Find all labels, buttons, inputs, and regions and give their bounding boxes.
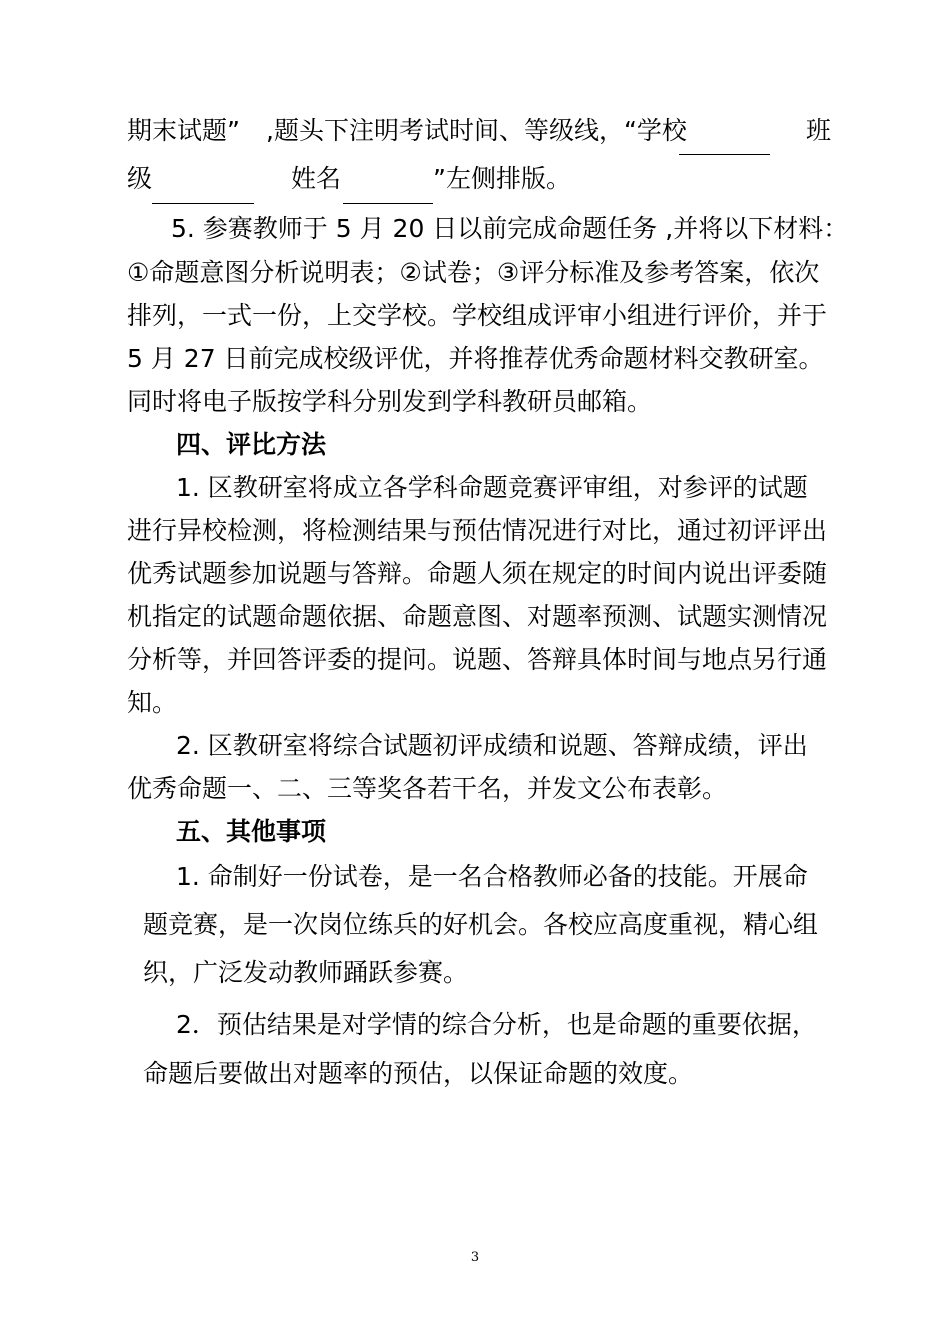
paragraph-line: 题竞赛，是一次岗位练兵的好机会。各校应高度重视，精心组	[143, 910, 819, 939]
name-blank	[343, 203, 433, 204]
paragraph-line: 2．预估结果是对学情的综合分析，也是命题的重要依据，	[176, 1010, 817, 1039]
paragraph-line: 5. 参赛教师于 5 月 20 日以前完成命题任务 ,并将以下材料：	[171, 214, 849, 243]
page-number: 3	[470, 1250, 480, 1265]
paragraph-line: ①命题意图分析说明表；②试卷；③评分标准及参考答案，依次	[127, 258, 820, 287]
text-segment: ,题头下注明考试时间、等级线，“学校	[266, 116, 687, 145]
paragraph-line: 进行异校检测，将检测结果与预估情况进行对比，通过初评评出	[127, 516, 828, 545]
text-segment: 班	[806, 116, 832, 145]
text-segment: 姓名	[291, 164, 342, 193]
text-segment: 级	[127, 164, 153, 193]
school-blank	[679, 154, 770, 155]
paragraph-line: 织，广泛发动教师踊跃参赛。	[143, 958, 469, 987]
text-segment: 期末试题”	[127, 116, 240, 145]
class-blank	[152, 203, 254, 204]
paragraph-line: 2. 区教研室将综合试题初评成绩和说题、答辩成绩，评出	[176, 731, 808, 760]
paragraph-line: 优秀命题一、二、三等奖各若干名，并发文公布表彰。	[127, 774, 728, 803]
paragraph-line: 分析等，并回答评委的提问。说题、答辩具体时间与地点另行通	[127, 645, 828, 674]
paragraph-line: 排列，一式一份，上交学校。学校组成评审小组进行评价，并于	[127, 301, 828, 330]
paragraph-line: 命题后要做出对题率的预估，以保证命题的效度。	[143, 1059, 694, 1088]
paragraph-line: 机指定的试题命题依据、命题意图、对题率预测、试题实测情况	[127, 602, 828, 631]
paragraph-line: 5 月 27 日前完成校级评优，并将推荐优秀命题材料交教研室。	[127, 344, 824, 373]
paragraph-line: 同时将电子版按学科分别发到学科教研员邮箱。	[127, 387, 653, 416]
paragraph-line: 优秀试题参加说题与答辩。命题人须在规定的时间内说出评委随	[127, 559, 828, 588]
section-heading: 四、评比方法	[176, 430, 327, 459]
paragraph-line: 知。	[127, 688, 178, 717]
text-segment: ”左侧排版。	[433, 164, 571, 193]
section-heading: 五、其他事项	[176, 817, 327, 846]
paragraph-line: 1. 命制好一份试卷，是一名合格教师必备的技能。开展命	[176, 862, 808, 891]
paragraph-line: 1. 区教研室将成立各学科命题竞赛评审组，对参评的试题	[176, 473, 808, 502]
